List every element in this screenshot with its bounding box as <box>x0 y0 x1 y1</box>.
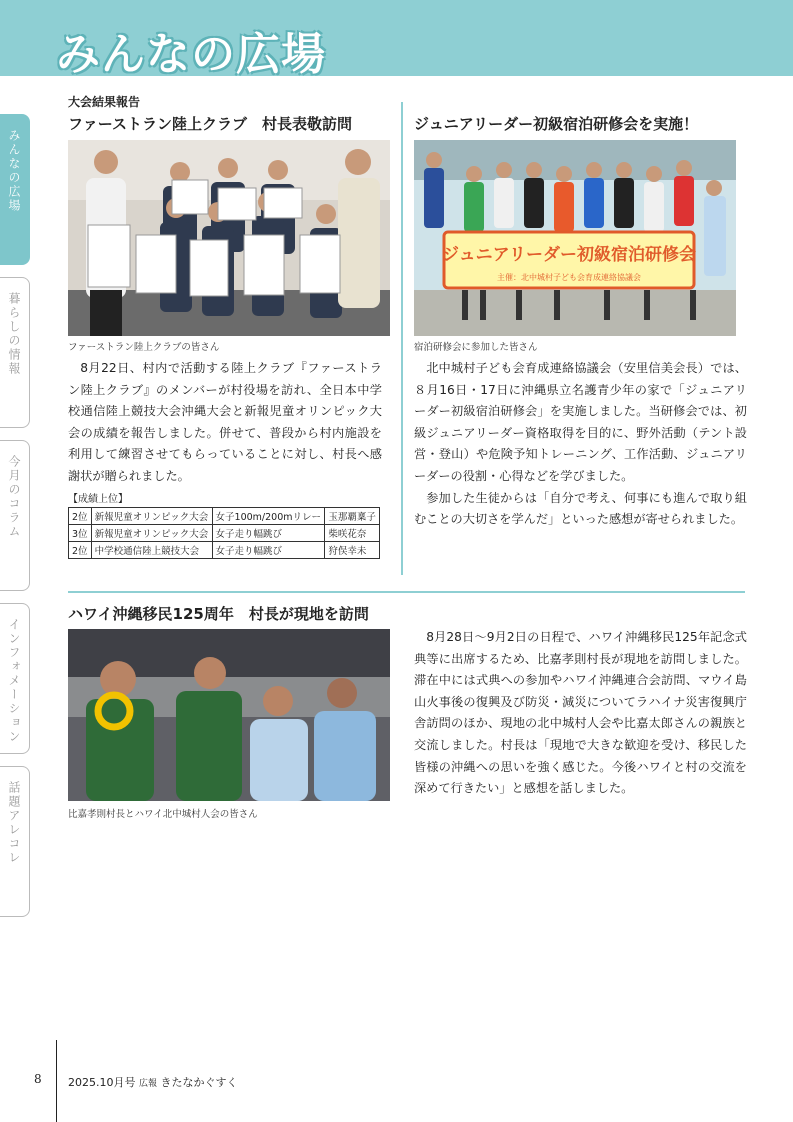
result-event: 新報児童オリンピック大会 <box>91 525 212 542</box>
result-event: 中学校通信陸上競技大会 <box>91 542 212 559</box>
article3-title: ハワイ沖縄移民125周年 村長が現地を訪問 <box>68 605 369 623</box>
article2-title: ジュニアリーダー初級宿泊研修会を実施！ <box>414 115 699 133</box>
footer-divider <box>56 1040 57 1122</box>
result-rank: 2位 <box>69 508 92 525</box>
results-table <box>68 507 380 559</box>
side-tab-label: 今月のコラム <box>7 455 21 539</box>
result-event: 新報児童オリンピック大会 <box>91 508 212 525</box>
page-title: みんなの広場 <box>56 29 326 80</box>
banner-subtext: 主催：北中城村子ども会育成連絡協議会 <box>497 273 641 282</box>
article1-body: 8月22日、村内で活動する陸上クラブ『ファーストラン陸上クラブ』のメンバーが村役場を訪れ、全日本中学校通信陸上競技大会沖縄大会と新報児童オリンピック大会の成績を報告しました。併せて、普段から村内施設を利用して練習させてもらっていることに対し、村長へ感謝状が贈られました。 <box>68 361 382 483</box>
side-tab-information[interactable] <box>0 603 30 754</box>
result-name: 玉那覇稟子 <box>325 508 380 525</box>
side-tab-label: 話題アレコレ <box>7 781 21 865</box>
result-category: 女子走り幅跳び <box>212 542 325 559</box>
article1-photo <box>68 140 390 336</box>
footer-issue <box>68 1074 238 1090</box>
section-divider <box>68 591 745 593</box>
results-label: 【成績上位】 <box>68 494 128 505</box>
result-name: 柴咲花奈 <box>325 525 380 542</box>
issue-date: 2025.10月号 <box>68 1076 136 1089</box>
article3-body: 8月28日〜9月2日の日程で、ハワイ沖縄移民125年記念式典等に出席するため、比嘉孝則村長が現地を訪問しました。滞在中には式典への参加やハワイ沖縄連合会訪問、マウイ島山火事後の復興及び防災・減災についてラハイナ災害復興庁舎訪問のほか、現地の北中城村人会や比嘉太郎さんの親族と交流しました。村長は「現地で大きな歓迎を受け、移民した皆様の沖縄への思いを強く感じた。今後ハワイと村の交流を深めて行きたい」と感想を話しました。 <box>414 630 747 796</box>
koho-label: 広報 <box>139 1079 158 1089</box>
publication-name: きたなかぐすく <box>160 1076 238 1089</box>
article2-body <box>414 358 747 531</box>
article1-kicker: 大会結果報告 <box>68 95 141 109</box>
side-tab-label: 暮らしの情報 <box>7 292 21 376</box>
side-tab-column[interactable] <box>0 440 30 591</box>
table-row <box>69 542 380 559</box>
side-tab-wadai[interactable] <box>0 766 30 917</box>
side-tab-label: インフォメーション <box>7 618 21 744</box>
article1-title: ファーストラン陸上クラブ 村長表敬訪問 <box>68 115 352 133</box>
article2-caption: 宿泊研修会に参加した皆さん <box>414 342 538 353</box>
result-category: 女子走り幅跳び <box>212 525 325 542</box>
side-tab-label: みんなの広場 <box>7 129 21 213</box>
article1-caption: ファーストラン陸上クラブの皆さん <box>68 342 220 353</box>
page-number: 8 <box>34 1072 42 1086</box>
table-row <box>69 508 380 525</box>
table-row <box>69 525 380 542</box>
article2-paragraph: 北中城村子ども会育成連絡協議会（安里信美会長）では、８月16日・17日に沖縄県立名護青少年の家で「ジュニアリーダー初級宿泊研修会」を実施しました。当研修会では、初級ジュニアリーダー資格取得を目的に、野外活動（テント設営・登山）や危険予知トレーニング、工作活動、ジュニアリーダーの役割・心得などを学びました。 <box>414 361 747 483</box>
article3-caption: 比嘉孝則村長とハワイ北中城村人会の皆さん <box>68 809 258 820</box>
result-category: 女子100m/200mリレー <box>212 508 325 525</box>
result-rank: 2位 <box>69 542 92 559</box>
result-rank: 3位 <box>69 525 92 542</box>
result-name: 狩俣幸未 <box>325 542 380 559</box>
side-tab-minna-no-hiroba[interactable] <box>0 114 30 265</box>
article2-photo <box>414 140 736 336</box>
article3-photo <box>68 629 390 801</box>
banner-text: ジュニアリーダー初級宿泊研修会 <box>442 245 696 265</box>
side-tab-kurashi[interactable] <box>0 277 30 428</box>
article2-paragraph: 参加した生徒からは「自分で考え、何事にも進んで取り組むことの大切さを学んだ」といった感想が寄せられました。 <box>414 490 747 527</box>
column-divider <box>401 102 403 575</box>
